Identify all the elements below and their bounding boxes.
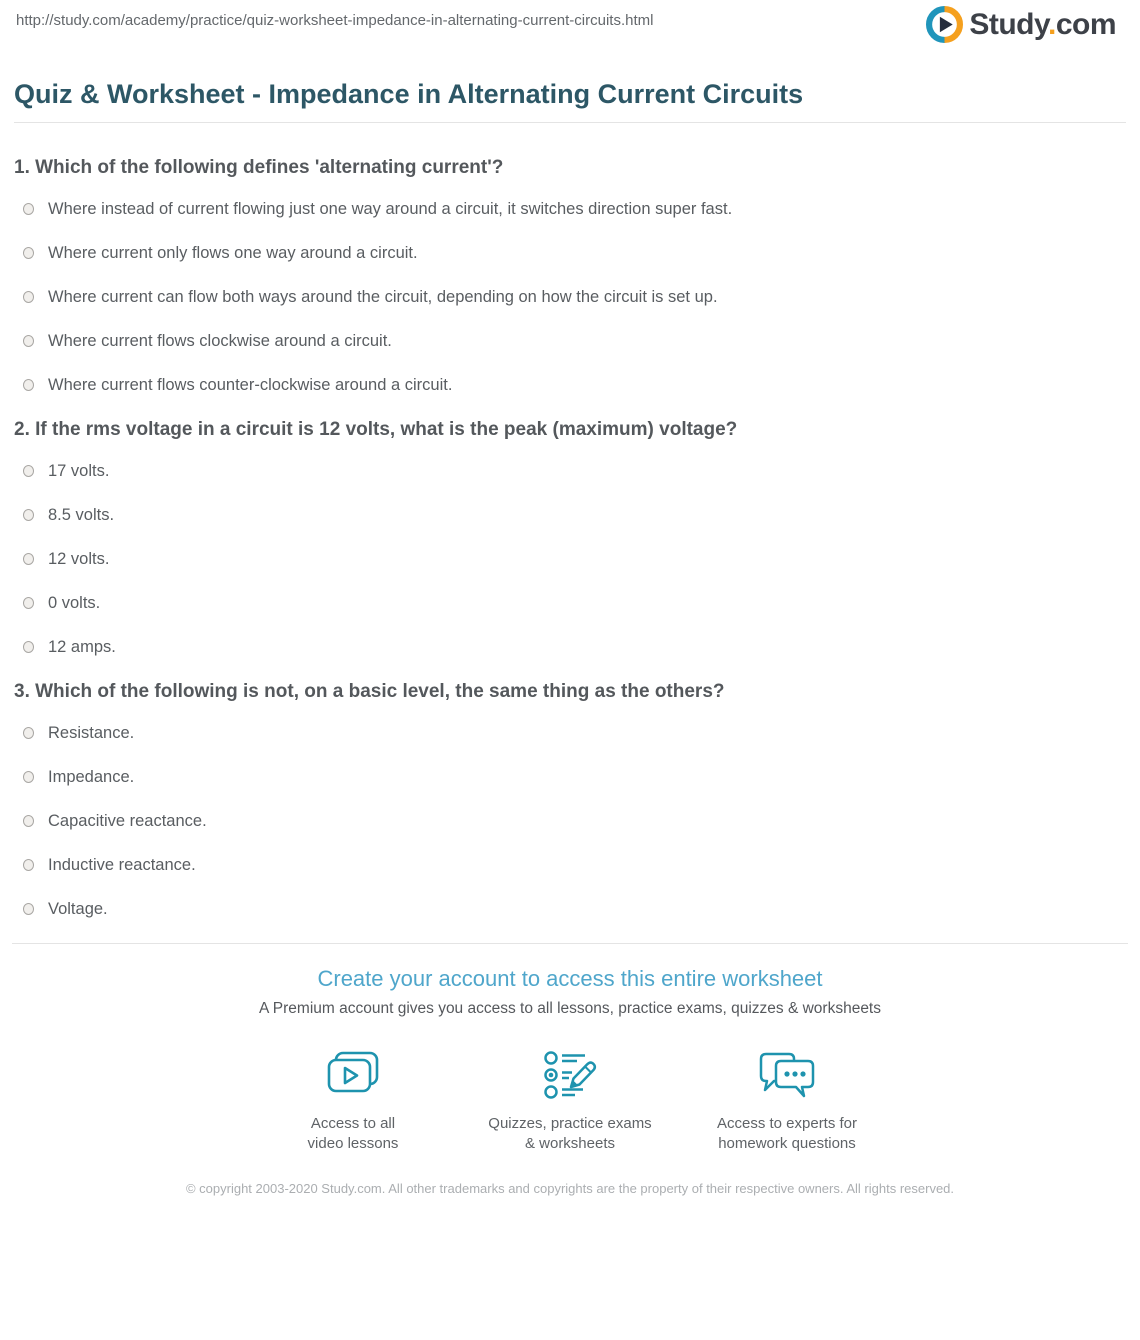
option-label: Where current flows counter-clockwise around a circuit.	[48, 376, 453, 394]
question-1-text: 1. Which of the following defines 'alternating current'?	[14, 157, 504, 178]
logo-com: com	[1055, 7, 1116, 41]
radio-button[interactable]	[23, 815, 34, 827]
answer-option[interactable]	[14, 593, 1126, 613]
feature-label-line1: Access to experts for	[716, 1115, 858, 1132]
option-label: Inductive reactance.	[48, 856, 196, 874]
option-label: 12 volts.	[48, 550, 110, 568]
video-lessons-icon	[324, 1048, 382, 1098]
feature-label	[245, 1114, 462, 1154]
answer-option[interactable]	[14, 199, 1126, 219]
option-label: Where current only flows one way around a circuit.	[48, 244, 418, 262]
feature-label-line2: & worksheets	[524, 1135, 616, 1152]
option-label: Where instead of current flowing just one way around a circuit, it switches direction super fast.	[48, 200, 733, 218]
play-logo-icon	[926, 6, 963, 43]
option-label: Impedance.	[48, 768, 135, 786]
question-3	[14, 681, 1126, 919]
answer-option[interactable]	[14, 243, 1126, 263]
feature-label-line1: Quizzes, practice exams	[488, 1115, 652, 1132]
feature-label-line2: video lessons	[307, 1135, 399, 1152]
answer-option[interactable]	[14, 855, 1126, 875]
radio-button[interactable]	[23, 641, 34, 653]
option-label: Where current flows clockwise around a circuit.	[48, 332, 392, 350]
answer-option[interactable]	[14, 899, 1126, 919]
radio-button[interactable]	[23, 597, 34, 609]
radio-button[interactable]	[23, 203, 34, 215]
option-label: Capacitive reactance.	[48, 812, 207, 830]
feature-expert-help	[679, 1048, 896, 1154]
radio-button[interactable]	[23, 247, 34, 259]
quizzes-worksheets-icon	[541, 1048, 599, 1102]
cta-heading: Create your account to access this entire worksheet	[317, 966, 823, 991]
question-2	[14, 419, 1126, 657]
question-2-text: 2. If the rms voltage in a circuit is 12 volts, what is the peak (maximum) voltage?	[14, 419, 738, 440]
radio-button[interactable]	[23, 335, 34, 347]
question-3-options	[14, 723, 1126, 919]
option-label: Voltage.	[48, 900, 108, 918]
answer-option[interactable]	[14, 637, 1126, 657]
option-label: 8.5 volts.	[48, 506, 115, 524]
feature-label-line2: homework questions	[718, 1135, 856, 1152]
page-url: http://study.com/academy/practice/quiz-worksheet-impedance-in-alternating-current-circuits.html	[16, 12, 654, 29]
radio-button[interactable]	[23, 291, 34, 303]
radio-button[interactable]	[23, 509, 34, 521]
feature-quizzes-worksheets	[462, 1048, 679, 1154]
option-label: Resistance.	[48, 724, 135, 742]
answer-option[interactable]	[14, 375, 1126, 395]
radio-button[interactable]	[23, 771, 34, 783]
radio-button[interactable]	[23, 465, 34, 477]
answer-option[interactable]	[14, 723, 1126, 743]
section-divider	[12, 943, 1128, 944]
copyright-notice: © copyright 2003-2020 Study.com. All other trademarks and copyrights are the property of their respective owners. All rights reserved.	[185, 1181, 955, 1196]
option-label: 12 amps.	[48, 638, 116, 656]
question-2-options	[14, 461, 1126, 657]
answer-option[interactable]	[14, 331, 1126, 351]
option-label: 0 volts.	[48, 594, 101, 612]
question-1	[14, 157, 1126, 395]
feature-video-lessons	[245, 1048, 462, 1154]
feature-label	[679, 1114, 896, 1154]
radio-button[interactable]	[23, 379, 34, 391]
option-label: 17 volts.	[48, 462, 110, 480]
logo-study: Study	[969, 7, 1048, 41]
answer-option[interactable]	[14, 767, 1126, 787]
create-account-section	[0, 966, 1140, 1197]
feature-label	[462, 1114, 679, 1154]
answer-option[interactable]	[14, 461, 1126, 481]
answer-option[interactable]	[14, 287, 1126, 307]
experts-chat-icon	[756, 1048, 818, 1102]
radio-button[interactable]	[23, 903, 34, 915]
answer-option[interactable]	[14, 505, 1126, 525]
answer-option[interactable]	[14, 811, 1126, 831]
feature-label-line1: Access to all	[310, 1115, 396, 1132]
answer-option[interactable]	[14, 549, 1126, 569]
cta-subheading: A Premium account gives you access to all lessons, practice exams, quizzes & worksheets	[259, 1000, 881, 1017]
radio-button[interactable]	[23, 859, 34, 871]
option-label: Where current can flow both ways around the circuit, depending on how the circuit is set up.	[48, 288, 718, 306]
logo-dot: .	[1047, 7, 1056, 41]
logo-text	[969, 8, 1116, 42]
page-header	[0, 0, 1140, 60]
studycom-logo[interactable]	[926, 6, 1116, 43]
question-1-options	[14, 199, 1126, 395]
title-divider	[14, 122, 1126, 123]
radio-button[interactable]	[23, 553, 34, 565]
features-row	[0, 1048, 1140, 1154]
question-3-text: 3. Which of the following is not, on a basic level, the same thing as the others?	[14, 681, 725, 702]
radio-button[interactable]	[23, 727, 34, 739]
worksheet-content	[0, 74, 1140, 919]
page-title: Quiz & Worksheet - Impedance in Alternating Current Circuits	[14, 79, 804, 109]
